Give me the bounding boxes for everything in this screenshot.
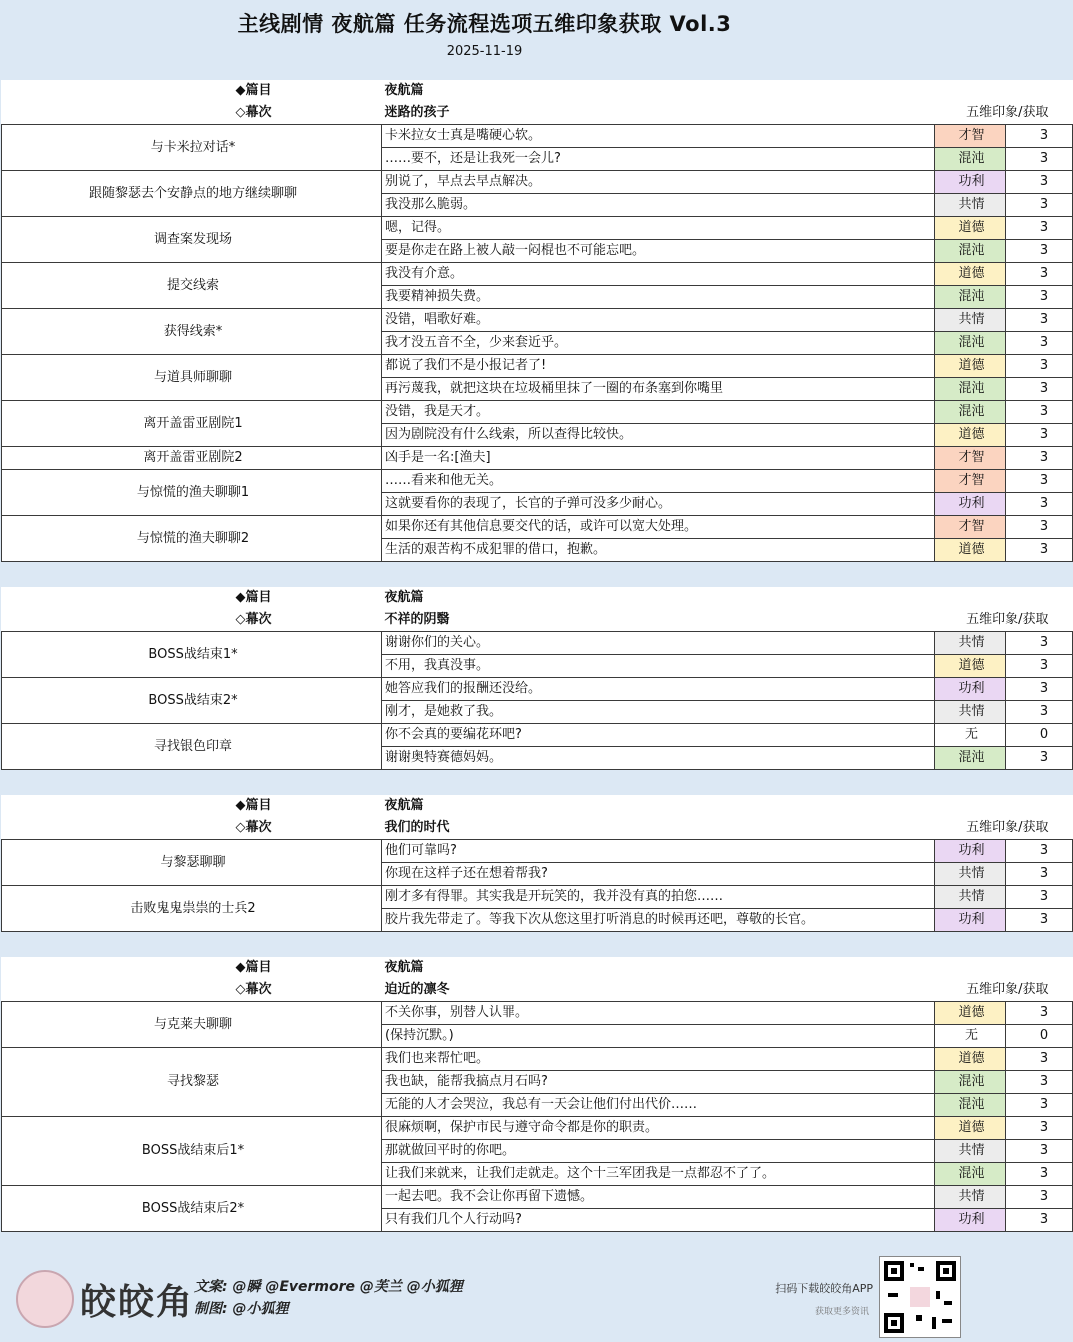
impression-value: 3 — [1006, 1186, 1073, 1209]
act-label: ◇幕次 — [235, 105, 272, 120]
table-row — [2, 724, 1073, 747]
impression-value: 3 — [1006, 678, 1073, 701]
impression-value: 3 — [1006, 747, 1073, 770]
dialogue-option: 只有我们几个人行动吗? — [382, 1209, 935, 1232]
chapter-name: 夜航篇 — [384, 960, 424, 975]
section-gap — [0, 770, 969, 795]
task-name: 与克莱夫聊聊 — [2, 1002, 382, 1048]
impression-type: 混沌 — [935, 1071, 1006, 1094]
impression-value: 3 — [1006, 516, 1073, 539]
dialogue-option: 因为剧院没有什么线索，所以查得比较快。 — [382, 424, 935, 447]
table-row — [2, 886, 1073, 909]
task-name: 击败鬼鬼祟祟的士兵2 — [2, 886, 382, 932]
impression-value: 3 — [1006, 447, 1073, 470]
impression-value: 3 — [1006, 194, 1073, 217]
impression-value: 3 — [1006, 1071, 1073, 1094]
impression-value: 3 — [1006, 539, 1073, 562]
section-header-row — [2, 817, 1073, 840]
dialogue-option: 他们可靠吗? — [382, 840, 935, 863]
header-spacer — [935, 80, 1006, 102]
credits-designer: 制图: @小狐狸 — [194, 1301, 289, 1317]
table-row — [2, 263, 1073, 286]
header-spacer — [935, 795, 1006, 817]
task-name: 调查案发现场 — [2, 217, 382, 263]
impression-value: 3 — [1006, 1048, 1073, 1071]
dialogue-option: 都说了我们不是小报记者了! — [382, 355, 935, 378]
task-name: 寻找黎瑟 — [2, 1048, 382, 1117]
dialogue-option: 我没那么脆弱。 — [382, 194, 935, 217]
impression-column-label: 五维印象/获取 — [966, 105, 1049, 120]
act-name: 不祥的阴翳 — [384, 612, 450, 627]
impression-value: 0 — [1006, 1025, 1073, 1048]
impression-value: 3 — [1006, 332, 1073, 355]
impression-column-label: 五维印象/获取 — [966, 982, 1049, 997]
impression-column-label: 五维印象/获取 — [966, 820, 1049, 835]
impression-type: 混沌 — [935, 148, 1006, 171]
act-label: ◇幕次 — [235, 612, 272, 627]
table-row — [2, 401, 1073, 424]
page-header — [0, 0, 969, 80]
dialogue-option: 我也缺，能帮我搞点月石吗? — [382, 1071, 935, 1094]
dialogue-option: 谢谢奥特赛德妈妈。 — [382, 747, 935, 770]
section-header-row — [2, 80, 1073, 102]
dialogue-option: 再污蔑我，就把这块在垃圾桶里抹了一圈的布条塞到你嘴里 — [382, 378, 935, 401]
dialogue-option: 你不会真的要编花环吧? — [382, 724, 935, 747]
table-row — [2, 1186, 1073, 1209]
dialogue-option: 一起去吧。我不会让你再留下遗憾。 — [382, 1186, 935, 1209]
impression-value: 3 — [1006, 217, 1073, 240]
section-gap — [0, 562, 969, 587]
section-header-row — [2, 957, 1073, 979]
qr-code-icon[interactable] — [879, 1256, 961, 1338]
dialogue-option: 嗯，记得。 — [382, 217, 935, 240]
impression-type: 才智 — [935, 125, 1006, 148]
header-spacer — [935, 587, 1006, 609]
task-name: 与黎瑟聊聊 — [2, 840, 382, 886]
task-name: 与惊慌的渔夫聊聊1 — [2, 470, 382, 516]
footer — [0, 1250, 969, 1342]
impression-type: 无 — [935, 1025, 1006, 1048]
impression-type: 共情 — [935, 1140, 1006, 1163]
chapter-name: 夜航篇 — [384, 798, 424, 813]
credits — [194, 1276, 463, 1320]
impression-type: 混沌 — [935, 401, 1006, 424]
section-header-row — [2, 102, 1073, 125]
impression-value: 3 — [1006, 1094, 1073, 1117]
scan-download-text: 扫码下载皎皎角APP — [775, 1282, 873, 1295]
dialogue-option: 我们也来帮忙吧。 — [382, 1048, 935, 1071]
impression-type: 共情 — [935, 1186, 1006, 1209]
impression-type: 道德 — [935, 655, 1006, 678]
credits-writers: 文案: @瞬 @Evermore @芙兰 @小狐狸 — [194, 1279, 463, 1295]
impression-type: 才智 — [935, 516, 1006, 539]
impression-type: 功利 — [935, 171, 1006, 194]
impression-type: 混沌 — [935, 747, 1006, 770]
section-table — [1, 587, 1073, 770]
task-name: 与卡米拉对话* — [2, 125, 382, 171]
task-name: BOSS战结束后2* — [2, 1186, 382, 1232]
task-name: 提交线索 — [2, 263, 382, 309]
impression-type: 混沌 — [935, 378, 1006, 401]
chapter-name: 夜航篇 — [384, 590, 424, 605]
chapter-label: ◆篇目 — [235, 798, 272, 813]
table-row — [2, 470, 1073, 493]
impression-type: 道德 — [935, 1117, 1006, 1140]
impression-value: 3 — [1006, 909, 1073, 932]
impression-value: 3 — [1006, 148, 1073, 171]
chapter-label: ◆篇目 — [235, 590, 272, 605]
impression-type: 功利 — [935, 1209, 1006, 1232]
section-header-row — [2, 609, 1073, 632]
header-spacer — [1006, 795, 1073, 817]
table-row — [2, 1117, 1073, 1140]
impression-value: 3 — [1006, 378, 1073, 401]
table-row — [2, 632, 1073, 655]
impression-value: 3 — [1006, 1163, 1073, 1186]
dialogue-option: 不用，我真没事。 — [382, 655, 935, 678]
impression-value: 3 — [1006, 632, 1073, 655]
table-row — [2, 217, 1073, 240]
impression-type: 功利 — [935, 678, 1006, 701]
more-info-text: 获取更多资讯 — [814, 1307, 869, 1317]
impression-type: 道德 — [935, 1048, 1006, 1071]
impression-value: 3 — [1006, 840, 1073, 863]
task-name: 获得线索* — [2, 309, 382, 355]
table-row — [2, 447, 1073, 470]
act-label: ◇幕次 — [235, 820, 272, 835]
page-title: 主线剧情 夜航篇 任务流程选项五维印象获取 Vol.3 — [237, 12, 732, 36]
dialogue-option: 没错，唱歌好难。 — [382, 309, 935, 332]
impression-value: 3 — [1006, 470, 1073, 493]
task-name: 离开盖雷亚剧院1 — [2, 401, 382, 447]
impression-value: 3 — [1006, 401, 1073, 424]
header-spacer — [1006, 957, 1073, 979]
dialogue-option: 她答应我们的报酬还没给。 — [382, 678, 935, 701]
impression-value: 3 — [1006, 286, 1073, 309]
impression-value: 3 — [1006, 424, 1073, 447]
dialogue-option: 我没有介意。 — [382, 263, 935, 286]
mascot-logo-icon — [16, 1270, 74, 1328]
impression-value: 3 — [1006, 125, 1073, 148]
impression-type: 共情 — [935, 886, 1006, 909]
dialogue-option: ……要不，还是让我死一会儿? — [382, 148, 935, 171]
dialogue-option: 那就做回平时的你吧。 — [382, 1140, 935, 1163]
impression-type: 道德 — [935, 539, 1006, 562]
dialogue-option: 凶手是一名:[渔夫] — [382, 447, 935, 470]
brand-logo-text: 皎皎角 — [80, 1282, 195, 1323]
dialogue-option: 胶片我先带走了。等我下次从您这里打听消息的时候再还吧，尊敬的长官。 — [382, 909, 935, 932]
dialogue-option: 无能的人才会哭泣，我总有一天会让他们付出代价…… — [382, 1094, 935, 1117]
impression-value: 3 — [1006, 1209, 1073, 1232]
impression-type: 混沌 — [935, 1163, 1006, 1186]
impression-type: 才智 — [935, 447, 1006, 470]
impression-type: 才智 — [935, 470, 1006, 493]
dialogue-option: 如果你还有其他信息要交代的话，或许可以宽大处理。 — [382, 516, 935, 539]
impression-type: 共情 — [935, 632, 1006, 655]
table-row — [2, 840, 1073, 863]
impression-value: 3 — [1006, 355, 1073, 378]
chapter-label: ◆篇目 — [235, 960, 272, 975]
section-table — [1, 957, 1073, 1232]
header-spacer — [1006, 80, 1073, 102]
dialogue-option: 生活的艰苦构不成犯罪的借口，抱歉。 — [382, 539, 935, 562]
task-name: 离开盖雷亚剧院2 — [2, 447, 382, 470]
chapter-name: 夜航篇 — [384, 83, 424, 98]
impression-type: 共情 — [935, 194, 1006, 217]
act-name: 我们的时代 — [384, 820, 450, 835]
task-name: 寻找银色印章 — [2, 724, 382, 770]
impression-value: 3 — [1006, 1140, 1073, 1163]
impression-type: 道德 — [935, 217, 1006, 240]
impression-type: 功利 — [935, 493, 1006, 516]
table-row — [2, 678, 1073, 701]
impression-value: 0 — [1006, 724, 1073, 747]
impression-value: 3 — [1006, 886, 1073, 909]
impression-type: 无 — [935, 724, 1006, 747]
task-name: 与道具师聊聊 — [2, 355, 382, 401]
task-name: 与惊慌的渔夫聊聊2 — [2, 516, 382, 562]
section-table — [1, 80, 1073, 562]
act-name: 迷路的孩子 — [384, 105, 450, 120]
impression-value: 3 — [1006, 655, 1073, 678]
impression-type: 混沌 — [935, 286, 1006, 309]
dialogue-option: 这就要看你的表现了，长官的子弹可没多少耐心。 — [382, 493, 935, 516]
impression-type: 道德 — [935, 1002, 1006, 1025]
impression-column-label: 五维印象/获取 — [966, 612, 1049, 627]
section-header-row — [2, 795, 1073, 817]
section-gap — [0, 932, 969, 957]
impression-value: 3 — [1006, 493, 1073, 516]
task-name: BOSS战结束2* — [2, 678, 382, 724]
impression-type: 道德 — [935, 424, 1006, 447]
dialogue-option: 很麻烦啊，保护市民与遵守命令都是你的职责。 — [382, 1117, 935, 1140]
table-row — [2, 1002, 1073, 1025]
table-row — [2, 516, 1073, 539]
act-label: ◇幕次 — [235, 982, 272, 997]
impression-type: 混沌 — [935, 332, 1006, 355]
dialogue-option: 别说了，早点去早点解决。 — [382, 171, 935, 194]
header-spacer — [1006, 587, 1073, 609]
impression-value: 3 — [1006, 1002, 1073, 1025]
impression-value: 3 — [1006, 171, 1073, 194]
table-row — [2, 125, 1073, 148]
section-header-row — [2, 979, 1073, 1002]
dialogue-option: 让我们来就来，让我们走就走。这个十三军团我是一点都忍不了了。 — [382, 1163, 935, 1186]
impression-type: 共情 — [935, 701, 1006, 724]
header-spacer — [935, 957, 1006, 979]
section-header-row — [2, 587, 1073, 609]
dialogue-option: 谢谢你们的关心。 — [382, 632, 935, 655]
dialogue-option: 卡米拉女士真是嘴硬心软。 — [382, 125, 935, 148]
act-name: 迫近的凛冬 — [384, 982, 450, 997]
publish-date: 2025-11-19 — [446, 44, 523, 59]
table-row — [2, 1048, 1073, 1071]
dialogue-option: 刚才，是她救了我。 — [382, 701, 935, 724]
table-row — [2, 355, 1073, 378]
impression-type: 功利 — [935, 909, 1006, 932]
impression-type: 道德 — [935, 263, 1006, 286]
impression-value: 3 — [1006, 263, 1073, 286]
table-row — [2, 171, 1073, 194]
impression-value: 3 — [1006, 309, 1073, 332]
impression-type: 混沌 — [935, 1094, 1006, 1117]
chapter-label: ◆篇目 — [235, 83, 272, 98]
dialogue-option: 不关你事，别替人认罪。 — [382, 1002, 935, 1025]
dialogue-option: 我才没五音不全，少来套近乎。 — [382, 332, 935, 355]
impression-type: 功利 — [935, 840, 1006, 863]
dialogue-option: 你现在这样子还在想着帮我? — [382, 863, 935, 886]
impression-value: 3 — [1006, 1117, 1073, 1140]
dialogue-option: (保持沉默。) — [382, 1025, 935, 1048]
dialogue-option: 没错，我是天才。 — [382, 401, 935, 424]
sections-container — [0, 80, 1049, 1232]
table-row — [2, 309, 1073, 332]
impression-type: 混沌 — [935, 240, 1006, 263]
task-name: 跟随黎瑟去个安静点的地方继续聊聊 — [2, 171, 382, 217]
task-name: BOSS战结束后1* — [2, 1117, 382, 1186]
task-name: BOSS战结束1* — [2, 632, 382, 678]
dialogue-option: 刚才多有得罪。其实我是开玩笑的，我并没有真的拍您…… — [382, 886, 935, 909]
section-table — [1, 795, 1073, 932]
impression-value: 3 — [1006, 240, 1073, 263]
impression-type: 道德 — [935, 355, 1006, 378]
impression-value: 3 — [1006, 701, 1073, 724]
dialogue-option: 要是你走在路上被人敲一闷棍也不可能忘吧。 — [382, 240, 935, 263]
impression-value: 3 — [1006, 863, 1073, 886]
dialogue-option: 我要精神损失费。 — [382, 286, 935, 309]
dialogue-option: ……看来和他无关。 — [382, 470, 935, 493]
impression-type: 共情 — [935, 863, 1006, 886]
impression-type: 共情 — [935, 309, 1006, 332]
